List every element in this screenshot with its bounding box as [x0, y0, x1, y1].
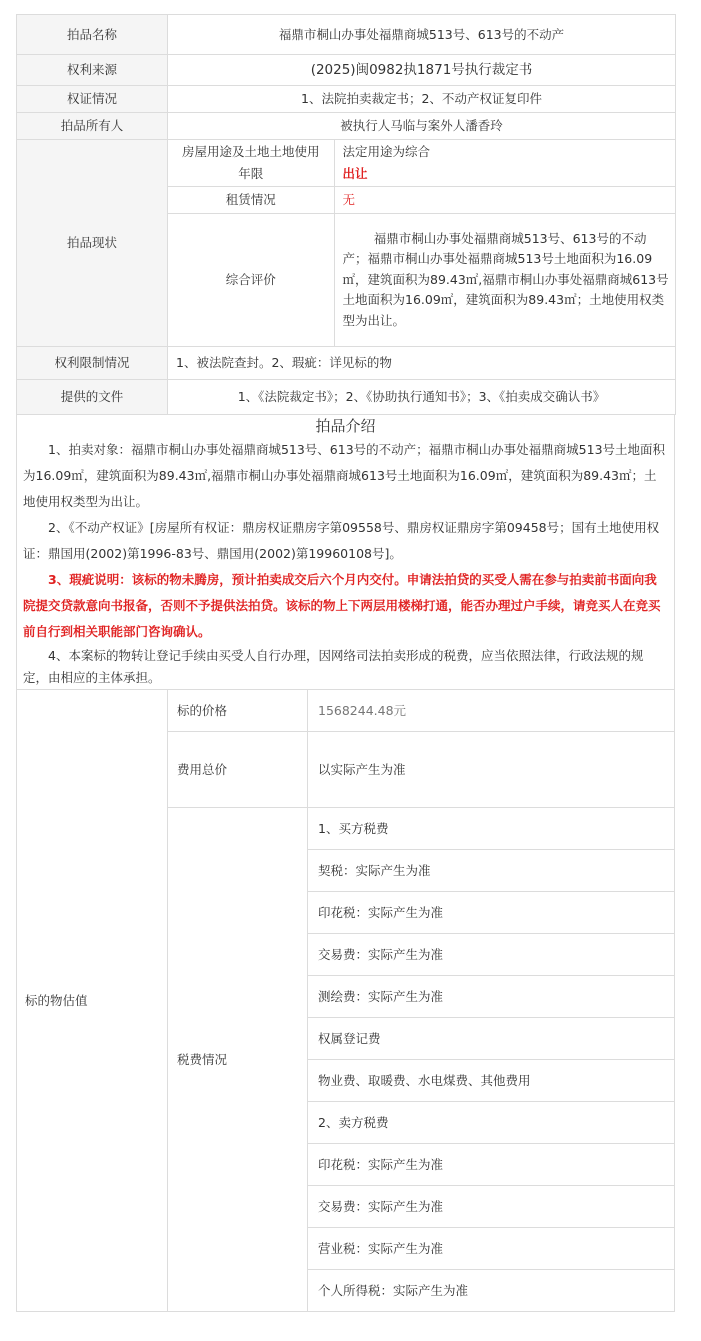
tax-item: 交易费：实际产生为准 — [308, 1186, 675, 1228]
tax-item: 1、买方税费 — [308, 808, 675, 850]
auction-detail — [16, 14, 675, 1312]
tax-item: 物业费、取暖费、水电煤费、其他费用 — [308, 1060, 675, 1102]
intro-section — [16, 415, 675, 689]
tax-label: 税费情况 — [168, 808, 308, 1312]
documents-value: 1、《法院裁定书》；2、《协助执行通知书》；3、《拍卖成交确认书》 — [168, 380, 676, 415]
intro-title: 拍品介绍 — [315, 417, 376, 435]
price-label: 标的价格 — [168, 690, 308, 732]
intro-paragraph-4: 4、本案标的物转让登记手续由买受人自行办理，因网络司法拍卖形成的税费，应当依照法律，行政法规的规定，由相应的主体承担。 — [23, 648, 644, 685]
usage-value-2: 出让 — [342, 165, 368, 181]
price-value: 1568244.48元 — [308, 690, 675, 732]
intro-paragraph-1: 1、拍卖对象：福鼎市桐山办事处福鼎商城513号、613号的不动产；福鼎市桐山办事处福鼎商城513号土地面积为16.09㎡，建筑面积为89.43㎡,福鼎市桐山办事处福鼎商城613号土地面积为16.09㎡，建筑面积为89.43㎡；土地使用权类型为出让。 — [23, 442, 666, 509]
intro-paragraph-2: 2、《不动产权证》[房屋所有权证：鼎房权证鼎房字第09558号、鼎房权证鼎房字第09458号；国有土地使用权证：鼎国用(2002)第1996-83号、鼎国用(2002)第19960108号]。 — [23, 520, 660, 561]
usage-label: 房屋用途及土地土地使用年限 — [168, 140, 334, 186]
tax-item: 契税：实际产生为准 — [308, 850, 675, 892]
evaluation-value: 福鼎市桐山办事处福鼎商城513号、613号的不动产；福鼎市桐山办事处福鼎商城513号土地面积为16.09㎡，建筑面积为89.43㎡,福鼎市桐山办事处福鼎商城613号土地面积为16.09㎡，建筑面积为89.43㎡；土地使用权类型为出让。 — [334, 213, 675, 346]
tax-item: 印花税：实际产生为准 — [308, 1144, 675, 1186]
estimate-table — [16, 689, 675, 1312]
certificate-label: 权证情况 — [17, 86, 168, 113]
tax-item: 营业税：实际产生为准 — [308, 1228, 675, 1270]
info-table — [16, 14, 676, 415]
usage-cell — [334, 140, 675, 186]
total-fee-value: 以实际产生为准 — [308, 732, 675, 808]
tax-item: 交易费：实际产生为准 — [308, 934, 675, 976]
documents-label: 提供的文件 — [17, 380, 168, 415]
evaluation-label: 综合评价 — [168, 213, 334, 346]
status-subtable — [168, 140, 675, 346]
estimate-label: 标的物估值 — [17, 690, 168, 1312]
certificate-value: 1、法院拍卖裁定书；2、不动产权证复印件 — [168, 86, 676, 113]
owner-value: 被执行人马临与案外人潘香玲 — [168, 113, 676, 140]
item-name-value: 福鼎市桐山办事处福鼎商城513号、613号的不动产 — [168, 15, 676, 55]
rights-source-value: (2025)闽0982执1871号执行裁定书 — [168, 55, 676, 86]
tax-item: 权属登记费 — [308, 1018, 675, 1060]
restriction-value: 1、被法院查封。2、瑕疵：详见标的物 — [168, 347, 676, 380]
intro-paragraph-3: 3、瑕疵说明：该标的物未腾房，预计拍卖成交后六个月内交付。申请法拍贷的买受人需在参与拍卖前书面向我院提交贷款意向书报备，否则不予提供法拍贷。该标的物上下两层用楼梯打通，能否办理过户手续，请竞买人在竞买前自行到相关职能部门咨询确认。 — [23, 572, 661, 639]
status-label: 拍品现状 — [17, 140, 168, 347]
tax-item: 个人所得税：实际产生为准 — [308, 1270, 675, 1312]
item-name-label: 拍品名称 — [17, 15, 168, 55]
lease-value: 无 — [334, 186, 675, 213]
total-fee-label: 费用总价 — [168, 732, 308, 808]
restriction-label: 权利限制情况 — [17, 347, 168, 380]
lease-label: 租赁情况 — [168, 186, 334, 213]
usage-value: 法定用途为综合 — [342, 143, 431, 159]
tax-item: 2、卖方税费 — [308, 1102, 675, 1144]
owner-label: 拍品所有人 — [17, 113, 168, 140]
tax-item: 测绘费：实际产生为准 — [308, 976, 675, 1018]
tax-item: 印花税：实际产生为准 — [308, 892, 675, 934]
rights-source-label: 权利来源 — [17, 55, 168, 86]
status-cell — [168, 140, 676, 347]
